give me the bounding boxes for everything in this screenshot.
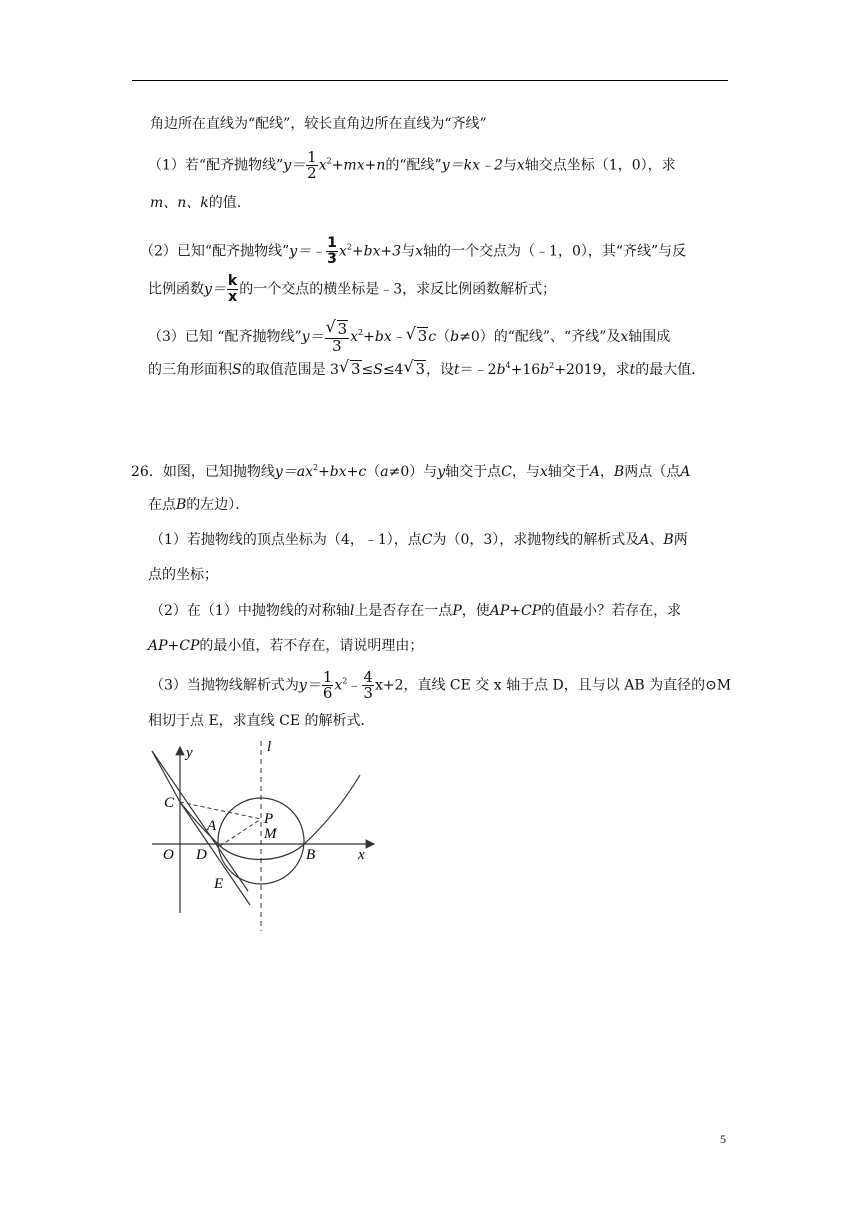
- q26-part1-line1: （1）若抛物线的顶点坐标为（4，﹣1），点C为（0，3），求抛物线的解析式及A、B两: [150, 532, 688, 548]
- label-m: M: [264, 826, 277, 842]
- label-b: B: [306, 847, 316, 863]
- q26-part1-line2: 点的坐标；: [148, 567, 218, 583]
- label-y: y: [186, 745, 193, 761]
- label-d: D: [196, 847, 207, 863]
- label-e: E: [214, 876, 224, 892]
- q25-part3-line2: 的三角形面积S的取值范围是 3√ 3≤S≤4√ 3，设$t=﹣2b^4+16b^2+2019$，求t的最大值．: [148, 360, 705, 380]
- fraction-four-thirds: $\frac{4}{3}$: [363, 668, 373, 702]
- fraction-one-sixth: $\frac{1}{6}$: [322, 668, 333, 702]
- parabola-circle-figure: [140, 735, 380, 935]
- q26-part2-line2: AP+CP的最小值，若不存在，请说明理由；: [148, 638, 424, 654]
- label-o: O: [163, 847, 174, 863]
- q25-part3-line1: （3）已知 “配齐抛物线”y＝ √ $\frac{3}{3}$ $x^2+bx﹣√$ 3c（b≠0）的“配线”、“齐线”及x轴围成: [148, 320, 670, 354]
- tangent-line-ce: [152, 751, 248, 891]
- q26-line2: 在点B的左边）．: [148, 497, 250, 513]
- fraction-half: $\frac{1}{2}$: [307, 148, 317, 182]
- segment-ap: [220, 819, 261, 846]
- q26-part3-line2: 相切于点 E，求直线 CE 的解析式．: [148, 713, 375, 729]
- page-number: 5: [720, 1132, 726, 1146]
- q26-part2-line1: （2）在（1）中抛物线的对称轴l上是否存在一点P，使AP+CP的值最小？若存在，求: [150, 603, 682, 619]
- label-c: C: [164, 795, 175, 811]
- intro-line: 角边所在直线为“配线”，较长直角边所在直线为“齐线”: [150, 116, 487, 132]
- q25-part1-line1: （1）若“配齐抛物线”y＝ $\frac{1}{2}$ $x^2+mx+n$的“配线”y＝kx﹣2与x轴交点坐标（1，0），求: [148, 148, 676, 182]
- label-x: x: [358, 847, 365, 863]
- q26-line1: 26．如图，已知抛物线$y=ax^2+bx+c(a\ne 0)$与y轴交于点C，与x轴交于A，B两点（点A: [131, 463, 691, 480]
- fraction-k-over-x: $\frac{k}{x}$: [227, 273, 238, 305]
- q25-part2-line2: 比例函数y＝ $\frac{k}{x}$ 的一个交点的横坐标是﹣3，求反比例函数解析式；: [148, 273, 557, 305]
- q26-part3-line1: （3）当抛物线解析式为y＝ $\frac{1}{6}$ $x^2﹣$ $\frac{4}{3}$ x+2，直线 CE 交 x 轴于点 D，且与以 AB 为直径的⊙M: [150, 668, 732, 702]
- fraction-third: $\frac{1}{3}$: [327, 235, 337, 267]
- header-rule: [132, 80, 728, 81]
- label-p: P: [264, 811, 274, 827]
- fraction-sqrt3-over-3: √ $\frac{3}{3}$: [325, 320, 350, 354]
- label-a: A: [207, 818, 217, 834]
- q25-part2-line1: （2）已知“配齐抛物线”y＝﹣ $\frac{1}{3}$ $x^2+bx+3$与x轴的一个交点为（﹣1，0），其“齐线”与反: [140, 235, 687, 267]
- label-l: l: [267, 739, 272, 755]
- q25-part1-line2: m、n、k的值．: [150, 195, 251, 211]
